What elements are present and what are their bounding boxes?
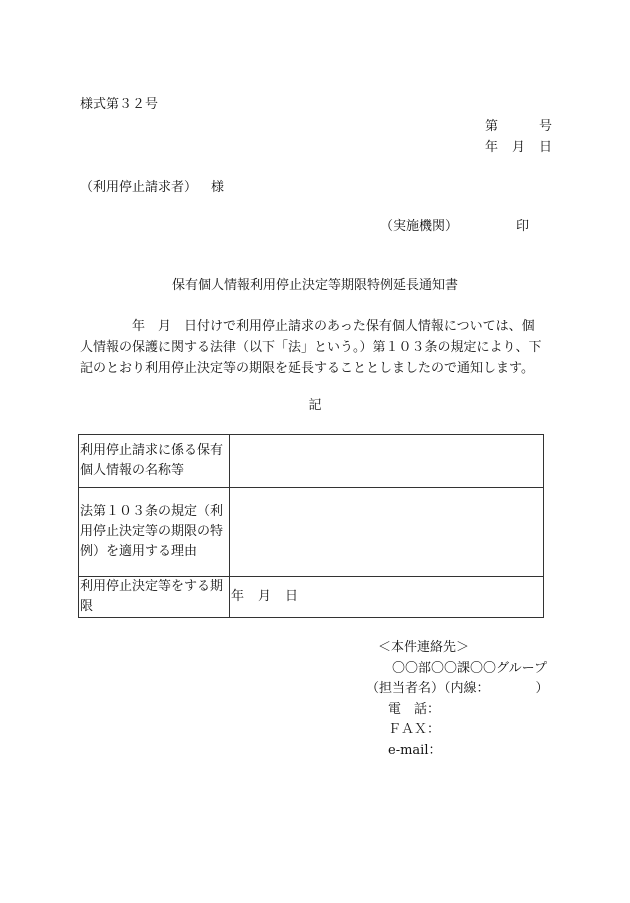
issuer bbox=[380, 220, 529, 233]
contact-dept: 〇〇部〇〇課〇〇グループ bbox=[392, 660, 547, 676]
row-label-deadline: 利用停止決定等をする期限 bbox=[79, 577, 230, 618]
contact-heading: ＜本件連絡先＞ bbox=[378, 640, 470, 655]
body-line-3: 記のとおり利用停止決定等の期限を延長することとしましたので通知します。 bbox=[80, 361, 534, 376]
ki-heading: 記 bbox=[308, 398, 322, 413]
issuer-label: （実施機関） bbox=[380, 219, 459, 234]
doc-no-prefix: 第 bbox=[485, 119, 499, 134]
issuer-seal: 印 bbox=[516, 219, 530, 234]
contact-person bbox=[366, 679, 549, 700]
row-label-reason: 法第１０３条の規定（利用停止決定等の期限の特例）を適用する理由 bbox=[79, 488, 230, 577]
contact-email: e-mail： bbox=[388, 742, 442, 758]
issue-date-day: 日 bbox=[539, 140, 553, 155]
table-row bbox=[79, 577, 544, 618]
issue-date-month: 月 bbox=[512, 140, 526, 155]
row-value-deadline bbox=[230, 577, 544, 618]
row-value-info-name bbox=[230, 435, 544, 488]
contact-phone: 電 話： bbox=[388, 701, 441, 717]
row-label-info-name: 利用停止請求に係る保有個人情報の名称等 bbox=[79, 435, 230, 488]
row-value-reason bbox=[230, 488, 544, 577]
form-number: 様式第３２号 bbox=[80, 97, 159, 112]
body-line-1-text: 日付けで利用停止請求のあった保有個人情報については、個 bbox=[184, 319, 535, 334]
doc-no-suffix: 号 bbox=[539, 119, 553, 134]
deadline-year: 年 bbox=[231, 589, 245, 604]
body-line-1 bbox=[80, 316, 552, 337]
document-title: 保有個人情報利用停止決定等期限特例延長通知書 bbox=[171, 278, 458, 293]
body-month: 月 bbox=[158, 319, 172, 334]
body-year: 年 bbox=[132, 319, 146, 334]
deadline-month: 月 bbox=[258, 589, 272, 604]
recipient-label: （利用停止請求者） bbox=[80, 180, 198, 195]
issue-date-year: 年 bbox=[485, 140, 499, 155]
notice-body bbox=[80, 316, 552, 379]
body-line-2: 人情報の保護に関する法律（以下「法」という。）第１０３条の規定により、下 bbox=[80, 340, 542, 355]
document-number bbox=[485, 120, 552, 133]
table-row bbox=[79, 488, 544, 577]
recipient-honorific: 様 bbox=[211, 180, 225, 195]
contact-person-close: ） bbox=[535, 681, 549, 696]
info-table bbox=[78, 434, 544, 618]
contact-person-label: （担当者名）（内線： bbox=[366, 681, 490, 696]
recipient bbox=[80, 181, 224, 194]
contact-fax: ＦＡＸ： bbox=[388, 722, 441, 737]
contact-block bbox=[366, 638, 549, 761]
table-row bbox=[79, 435, 544, 488]
issue-date bbox=[485, 141, 552, 154]
deadline-day: 日 bbox=[285, 589, 299, 604]
